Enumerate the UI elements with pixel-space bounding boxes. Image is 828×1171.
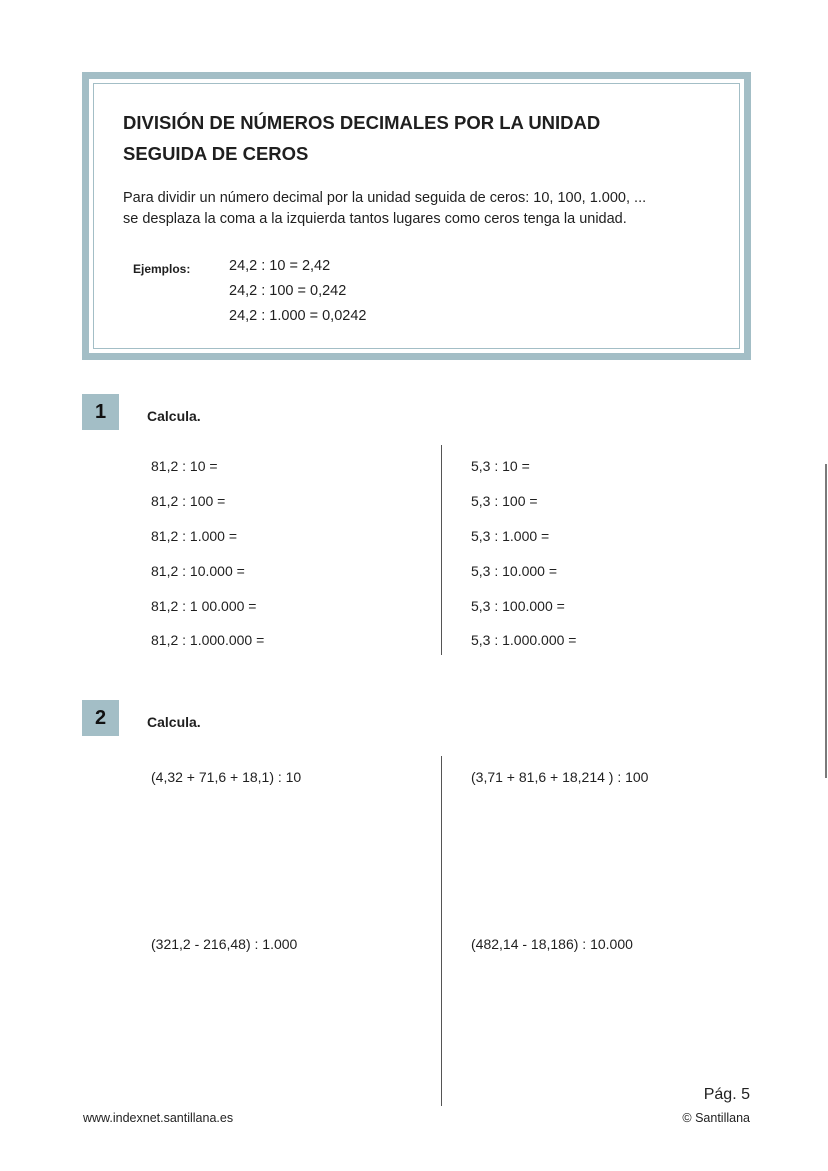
theory-text-line2: se desplaza la coma a la izquierda tantos lugares como ceros tenga la unidad. — [123, 211, 627, 227]
example-1: 24,2 : 10 = 2,42 — [229, 258, 331, 274]
exercise-2-instruction: Calcula. — [147, 714, 201, 730]
ex1-right-item: 5,3 : 1.000 = — [471, 528, 550, 544]
theory-title-line2: SEGUIDA DE CEROS — [123, 143, 309, 164]
exercise-1-divider — [441, 445, 442, 655]
example-3: 24,2 : 1.000 = 0,0242 — [229, 308, 367, 324]
exercise-2-number: 2 — [82, 700, 119, 736]
exercise-2-divider — [441, 756, 442, 1106]
ex2-left-item: (321,2 - 216,48) : 1.000 — [151, 936, 298, 952]
ex1-left-item: 81,2 : 1 00.000 = — [151, 598, 257, 614]
exercise-1-instruction: Calcula. — [147, 408, 201, 424]
ex1-right-item: 5,3 : 1.000.000 = — [471, 632, 577, 648]
theory-title-line1: DIVISIÓN DE NÚMEROS DECIMALES POR LA UNIDAD — [123, 112, 601, 133]
footer-copyright: © Santillana — [682, 1111, 750, 1125]
ex2-left-item: (4,32 + 71,6 + 18,1) : 10 — [151, 769, 302, 785]
examples-label: Ejemplos: — [133, 262, 191, 276]
exercise-1-number: 1 — [82, 394, 119, 430]
ex2-right-item: (482,14 - 18,186) : 10.000 — [471, 936, 633, 952]
scrollbar[interactable] — [825, 464, 827, 778]
ex1-left-item: 81,2 : 100 = — [151, 493, 226, 509]
theory-text-line1: Para dividir un número decimal por la unidad seguida de ceros: 10, 100, 1.000, ... — [123, 190, 647, 206]
example-2: 24,2 : 100 = 0,242 — [229, 283, 347, 299]
ex1-right-item: 5,3 : 100 = — [471, 493, 538, 509]
ex1-left-item: 81,2 : 1.000.000 = — [151, 632, 265, 648]
theory-title — [123, 107, 683, 169]
ex1-left-item: 81,2 : 10 = — [151, 458, 218, 474]
ex1-right-item: 5,3 : 10.000 = — [471, 563, 558, 579]
ex2-right-item: (3,71 + 81,6 + 18,214 ) : 100 — [471, 769, 649, 785]
theory-box — [82, 72, 751, 360]
theory-text — [123, 188, 723, 230]
page-number: Pág. 5 — [703, 1086, 750, 1103]
ex1-left-item: 81,2 : 10.000 = — [151, 563, 245, 579]
ex1-left-item: 81,2 : 1.000 = — [151, 528, 238, 544]
ex1-right-item: 5,3 : 10 = — [471, 458, 530, 474]
footer-url[interactable]: www.indexnet.santillana.es — [83, 1111, 234, 1125]
ex1-right-item: 5,3 : 100.000 = — [471, 598, 565, 614]
